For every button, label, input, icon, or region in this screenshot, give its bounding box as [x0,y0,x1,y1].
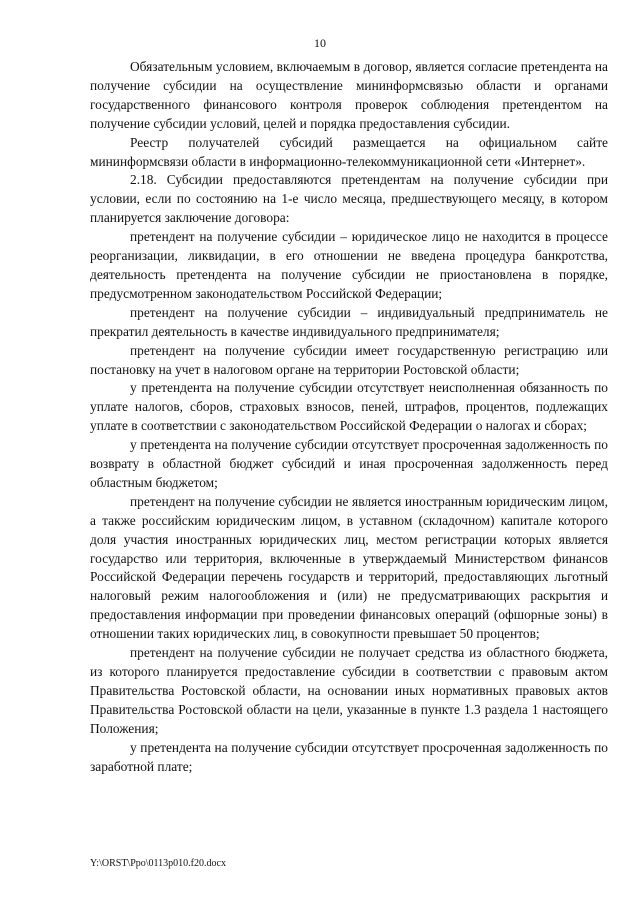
paragraph-consent-condition: Обязательным условием, включаемым в договор, является согласие претендента на получение субсидии на осуществление мининформсвязью области и органами государственного финансового контроля проверок соблюдения претендентом на получение субсидии условий, целей и порядка предоставления субсидии. [90,59,608,131]
paragraph-entrepreneur-condition: претендент на получение субсидии – индивидуальный предприниматель не прекратил деятельность в качестве индивидуального предпринимателя; [90,304,608,339]
paragraph-registry: Реестр получателей субсидий размещается на официальном сайте мининформсвязи области в информационно-телекоммуникационной сети «Интернет». [90,134,608,169]
paragraph-clause-2-18: 2.18. Субсидии предоставляются претендентам на получение субсидии при условии, если по состоянию на 1-е число месяца, предшествующего месяцу, в котором планируется заключение договора: [90,172,608,226]
footer-file-path: Y:\ORST\Ppo\0113p010.f20.docx [90,858,226,869]
paragraph-registration-condition: претендент на получение субсидии имеет государственную регистрацию или постановку на учет в налоговом органе на территории Ростовской области; [90,342,608,377]
paragraph-tax-condition: у претендента на получение субсидии отсутствует неисполненная обязанность по уплате налогов, сборов, страховых взносов, пеней, штрафов, процентов, подлежащих уплате в соответствии с законодательством Российской Федерации о налогах и сборах; [90,380,608,434]
paragraph-other-funds-condition: претендент на получение субсидии не получает средства из областного бюджета, из которого планируется предоставление субсидии в соответствии с правовым актом Правительства Ростовской области, на основании иных нормативных правовых актов Правительства Ростовской области на цели, указанные в пункте 1.3 раздела 1 настоящего Положения; [90,645,608,736]
page-number: 10 [314,36,326,50]
document-body [90,58,608,776]
paragraph-salary-debt-condition: у претендента на получение субсидии отсутствует просроченная задолженность по заработной плате; [90,739,608,774]
paragraph-budget-debt-condition: у претендента на получение субсидии отсутствует просроченная задолженность по возврату в областной бюджет субсидий и иная просроченная задолженность перед областным бюджетом; [90,437,608,490]
paragraph-foreign-entity-condition: претендент на получение субсидии не является иностранным юридическим лицом, а также российским юридическим лицом, в уставном (складочном) капитале которого доля участия иностранных юридических лиц, местом регистрации которых является государство или территория, включенные в утверждаемый Министерством финансов Российской Федерации перечень государств и территорий, предоставляющих льготный налоговый режим налогообложения и (или) не предусматривающих раскрытия и предоставления информации при проведении финансовых операций (офшорные зоны) в отношении таких юридических лиц, в совокупности превышает 50 процентов; [90,493,608,642]
paragraph-legal-entity-condition: претендент на получение субсидии – юридическое лицо не находится в процессе реорганизации, ликвидации, в его отношении не введена процедура банкротства, деятельность претендента на получение субсидии не приостановлена в порядке, предусмотренном законодательством Российской Федерации; [90,229,608,301]
